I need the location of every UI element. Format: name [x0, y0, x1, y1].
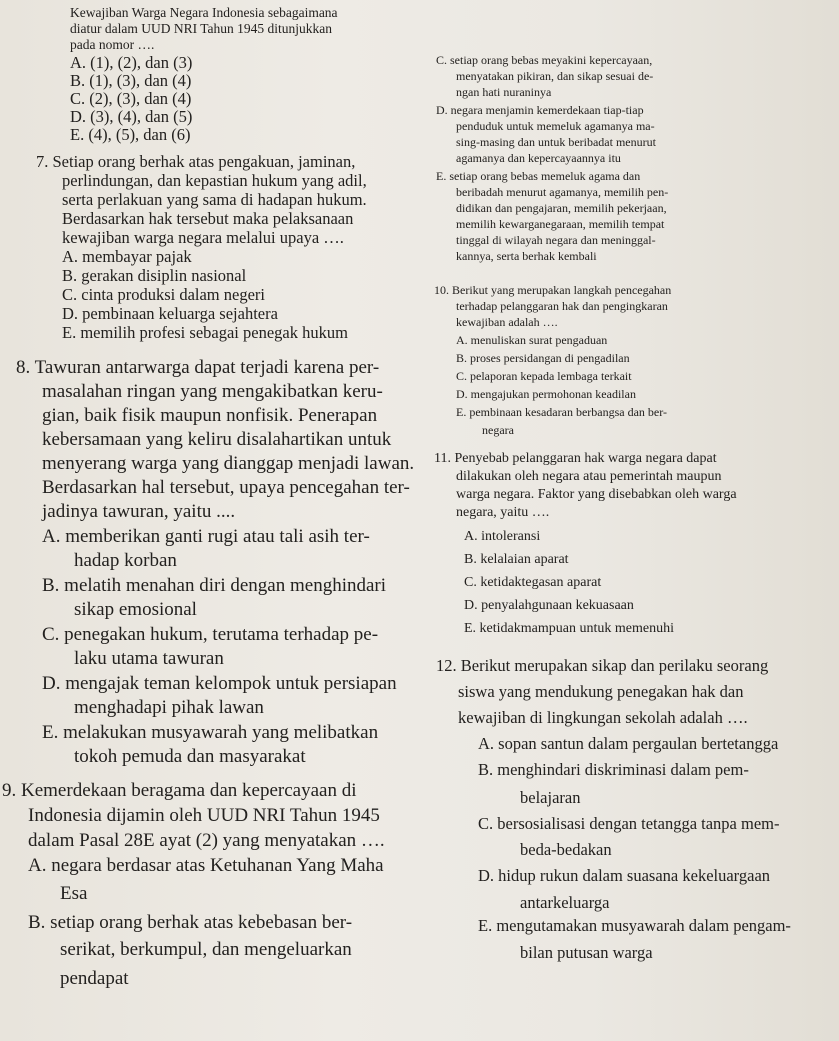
q7-option-d: D. pembinaan keluarga sejahtera	[62, 304, 278, 323]
q8-option-b-cont: sikap emosional	[74, 599, 197, 620]
q12-line: siswa yang mendukung penegakan hak dan	[458, 682, 744, 701]
q7-stem-line: perlindungan, dan kepastian hukum yang adil,	[62, 171, 367, 190]
q12-option-b: B. menghindari diskriminasi dalam pem-	[478, 760, 749, 779]
q11-option-d: D. penyalahgunaan kekuasaan	[464, 598, 634, 613]
q9-option-a-cont: Esa	[60, 883, 88, 904]
q9-option-a: A. negara berdasar atas Ketuhanan Yang Maha	[28, 855, 384, 876]
q9-line: dalam Pasal 28E ayat (2) yang menyatakan ….	[28, 830, 385, 851]
q12-option-a: A. sopan santun dalam pergaulan bertetangga	[478, 734, 779, 753]
q7-option-a: A. membayar pajak	[62, 247, 192, 266]
q6-stem-line: pada nomor ….	[70, 37, 155, 52]
q9-option-c: C. setiap orang bebas meyakini kepercayaan,	[436, 53, 653, 67]
q9-option-d-cont: penduduk untuk memeluk agamanya ma-	[456, 119, 655, 133]
q11-line: dilakukan oleh negara atau pemerintah maupun	[456, 469, 722, 484]
q10-option-c: C. pelaporan kepada lembaga terkait	[456, 369, 632, 383]
q10-line: kewajiban adalah ….	[456, 315, 558, 329]
q9-option-b-cont: pendapat	[60, 968, 129, 989]
q10-line: 10. Berikut yang merupakan langkah pencegahan	[434, 283, 672, 297]
q12-option-b-cont: belajaran	[520, 788, 581, 807]
q10-option-e: E. pembinaan kesadaran berbangsa dan ber-	[456, 405, 667, 419]
q8-option-a: A. memberikan ganti rugi atau tali asih ter-	[42, 526, 370, 547]
q11-option-c: C. ketidaktegasan aparat	[464, 575, 602, 590]
q8-option-b: B. melatih menahan diri dengan menghindari	[42, 575, 387, 596]
q11-line: warga negara. Faktor yang disebabkan oleh warga	[456, 487, 737, 502]
q12-option-c: C. bersosialisasi dengan tetangga tanpa mem-	[478, 814, 780, 833]
q9-line: 9. Kemerdekaan beragama dan kepercayaan di	[2, 780, 357, 801]
q12-line: 12. Berikut merupakan sikap dan perilaku seorang	[436, 656, 769, 675]
q10-option-b: B. proses persidangan di pengadilan	[456, 351, 630, 365]
q10-option-d: D. mengajukan permohonan keadilan	[456, 387, 636, 401]
q7-stem-line: serta perlakuan yang sama di hadapan hukum.	[62, 190, 367, 209]
q11-option-a: A. intoleransi	[464, 529, 541, 544]
q8-option-e: E. melakukan musyawarah yang melibatkan	[42, 722, 379, 743]
q12-option-e: E. mengutamakan musyawarah dalam pengam-	[478, 916, 791, 935]
q7-stem-line: 7. Setiap orang berhak atas pengakuan, jaminan,	[36, 152, 356, 171]
q7-option-b: B. gerakan disiplin nasional	[62, 266, 247, 285]
q8-line: 8. Tawuran antarwarga dapat terjadi karena per-	[16, 357, 380, 378]
q8-option-e-cont: tokoh pemuda dan masyarakat	[74, 746, 306, 767]
q7-stem-line: kewajiban warga negara melalui upaya ….	[62, 228, 344, 247]
q6-option-b: B. (1), (3), dan (4)	[70, 71, 192, 90]
q8-option-c-cont: laku utama tawuran	[74, 648, 224, 669]
q8-option-d-cont: menghadapi pihak lawan	[74, 697, 264, 718]
q9-option-c-cont: ngan hati nuraninya	[456, 85, 552, 99]
q6-option-d: D. (3), (4), dan (5)	[70, 107, 193, 126]
q8-line: menyerang warga yang dianggap menjadi lawan.	[42, 453, 415, 474]
q7-stem-line: Berdasarkan hak tersebut maka pelaksanaan	[62, 209, 354, 228]
q9-option-b: B. setiap orang berhak atas kebebasan ber-	[28, 912, 353, 933]
q9-option-e-cont: kannya, serta berhak kembali	[456, 249, 597, 263]
q9-option-d-cont: agamanya dan kepercayaannya itu	[456, 151, 621, 165]
q11-line: negara, yaitu ….	[456, 505, 550, 520]
q8-line: masalahan ringan yang mengakibatkan keru-	[42, 381, 383, 402]
q6-stem-line: diatur dalam UUD NRI Tahun 1945 ditunjukkan	[70, 21, 333, 36]
q11-line: 11. Penyebab pelanggaran hak warga negara dapat	[434, 451, 717, 466]
q10-line: terhadap pelanggaran hak dan pengingkaran	[456, 299, 668, 313]
q10-option-a: A. menuliskan surat pengaduan	[456, 333, 608, 347]
q12-line: kewajiban di lingkungan sekolah adalah ….	[458, 708, 748, 727]
q12-option-d: D. hidup rukun dalam suasana kekeluargaan	[478, 866, 771, 885]
q9-line: Indonesia dijamin oleh UUD NRI Tahun 1945	[28, 805, 380, 826]
q8-line: kebersamaan yang keliru disalahartikan untuk	[42, 429, 392, 450]
q9-option-b-cont: serikat, berkumpul, dan mengeluarkan	[60, 939, 352, 960]
q8-line: Berdasarkan hal tersebut, upaya pencegahan ter-	[42, 477, 410, 498]
q12-option-d-cont: antarkeluarga	[520, 893, 610, 912]
q7-option-c: C. cinta produksi dalam negeri	[62, 285, 265, 304]
q6-stem-line: Kewajiban Warga Negara Indonesia sebagaimana	[70, 5, 338, 20]
q6-option-e: E. (4), (5), dan (6)	[70, 125, 191, 144]
q8-option-c: C. penegakan hukum, terutama terhadap pe-	[42, 624, 379, 645]
q8-option-d: D. mengajak teman kelompok untuk persiapan	[42, 673, 397, 694]
q7-option-e: E. memilih profesi sebagai penegak hukum	[62, 323, 348, 342]
q6-option-c: C. (2), (3), dan (4)	[70, 89, 192, 108]
q12-option-e-cont: bilan putusan warga	[520, 943, 653, 962]
q9-option-d: D. negara menjamin kemerdekaan tiap-tiap	[436, 103, 644, 117]
q8-line: jadinya tawuran, yaitu ....	[42, 501, 236, 522]
q9-option-e-cont: didikan dan pengajaran, memilih pekerjaan,	[456, 201, 667, 215]
q9-option-c-cont: menyatakan pikiran, dan sikap sesuai de-	[456, 69, 654, 83]
q9-option-e-cont: memilih kewarganegaraan, memilih tempat	[456, 217, 665, 231]
q9-option-d-cont: sing-masing dan untuk beribadat menurut	[456, 135, 656, 149]
q11-option-b: B. kelalaian aparat	[464, 552, 569, 567]
q8-line: gian, baik fisik maupun nonfisik. Penerapan	[42, 405, 378, 426]
q8-option-a-cont: hadap korban	[74, 550, 177, 571]
q12-option-c-cont: beda-bedakan	[520, 840, 612, 859]
q10-option-e-cont: negara	[482, 423, 514, 437]
q9-option-e-cont: beribadah menurut agamanya, memilih pen-	[456, 185, 669, 199]
q11-option-e: E. ketidakmampuan untuk memenuhi	[464, 621, 674, 636]
q9-option-e: E. setiap orang bebas memeluk agama dan	[436, 169, 641, 183]
q9-option-e-cont: tinggal di wilayah negara dan meninggal-	[456, 233, 656, 247]
q6-option-a: A. (1), (2), dan (3)	[70, 53, 193, 72]
